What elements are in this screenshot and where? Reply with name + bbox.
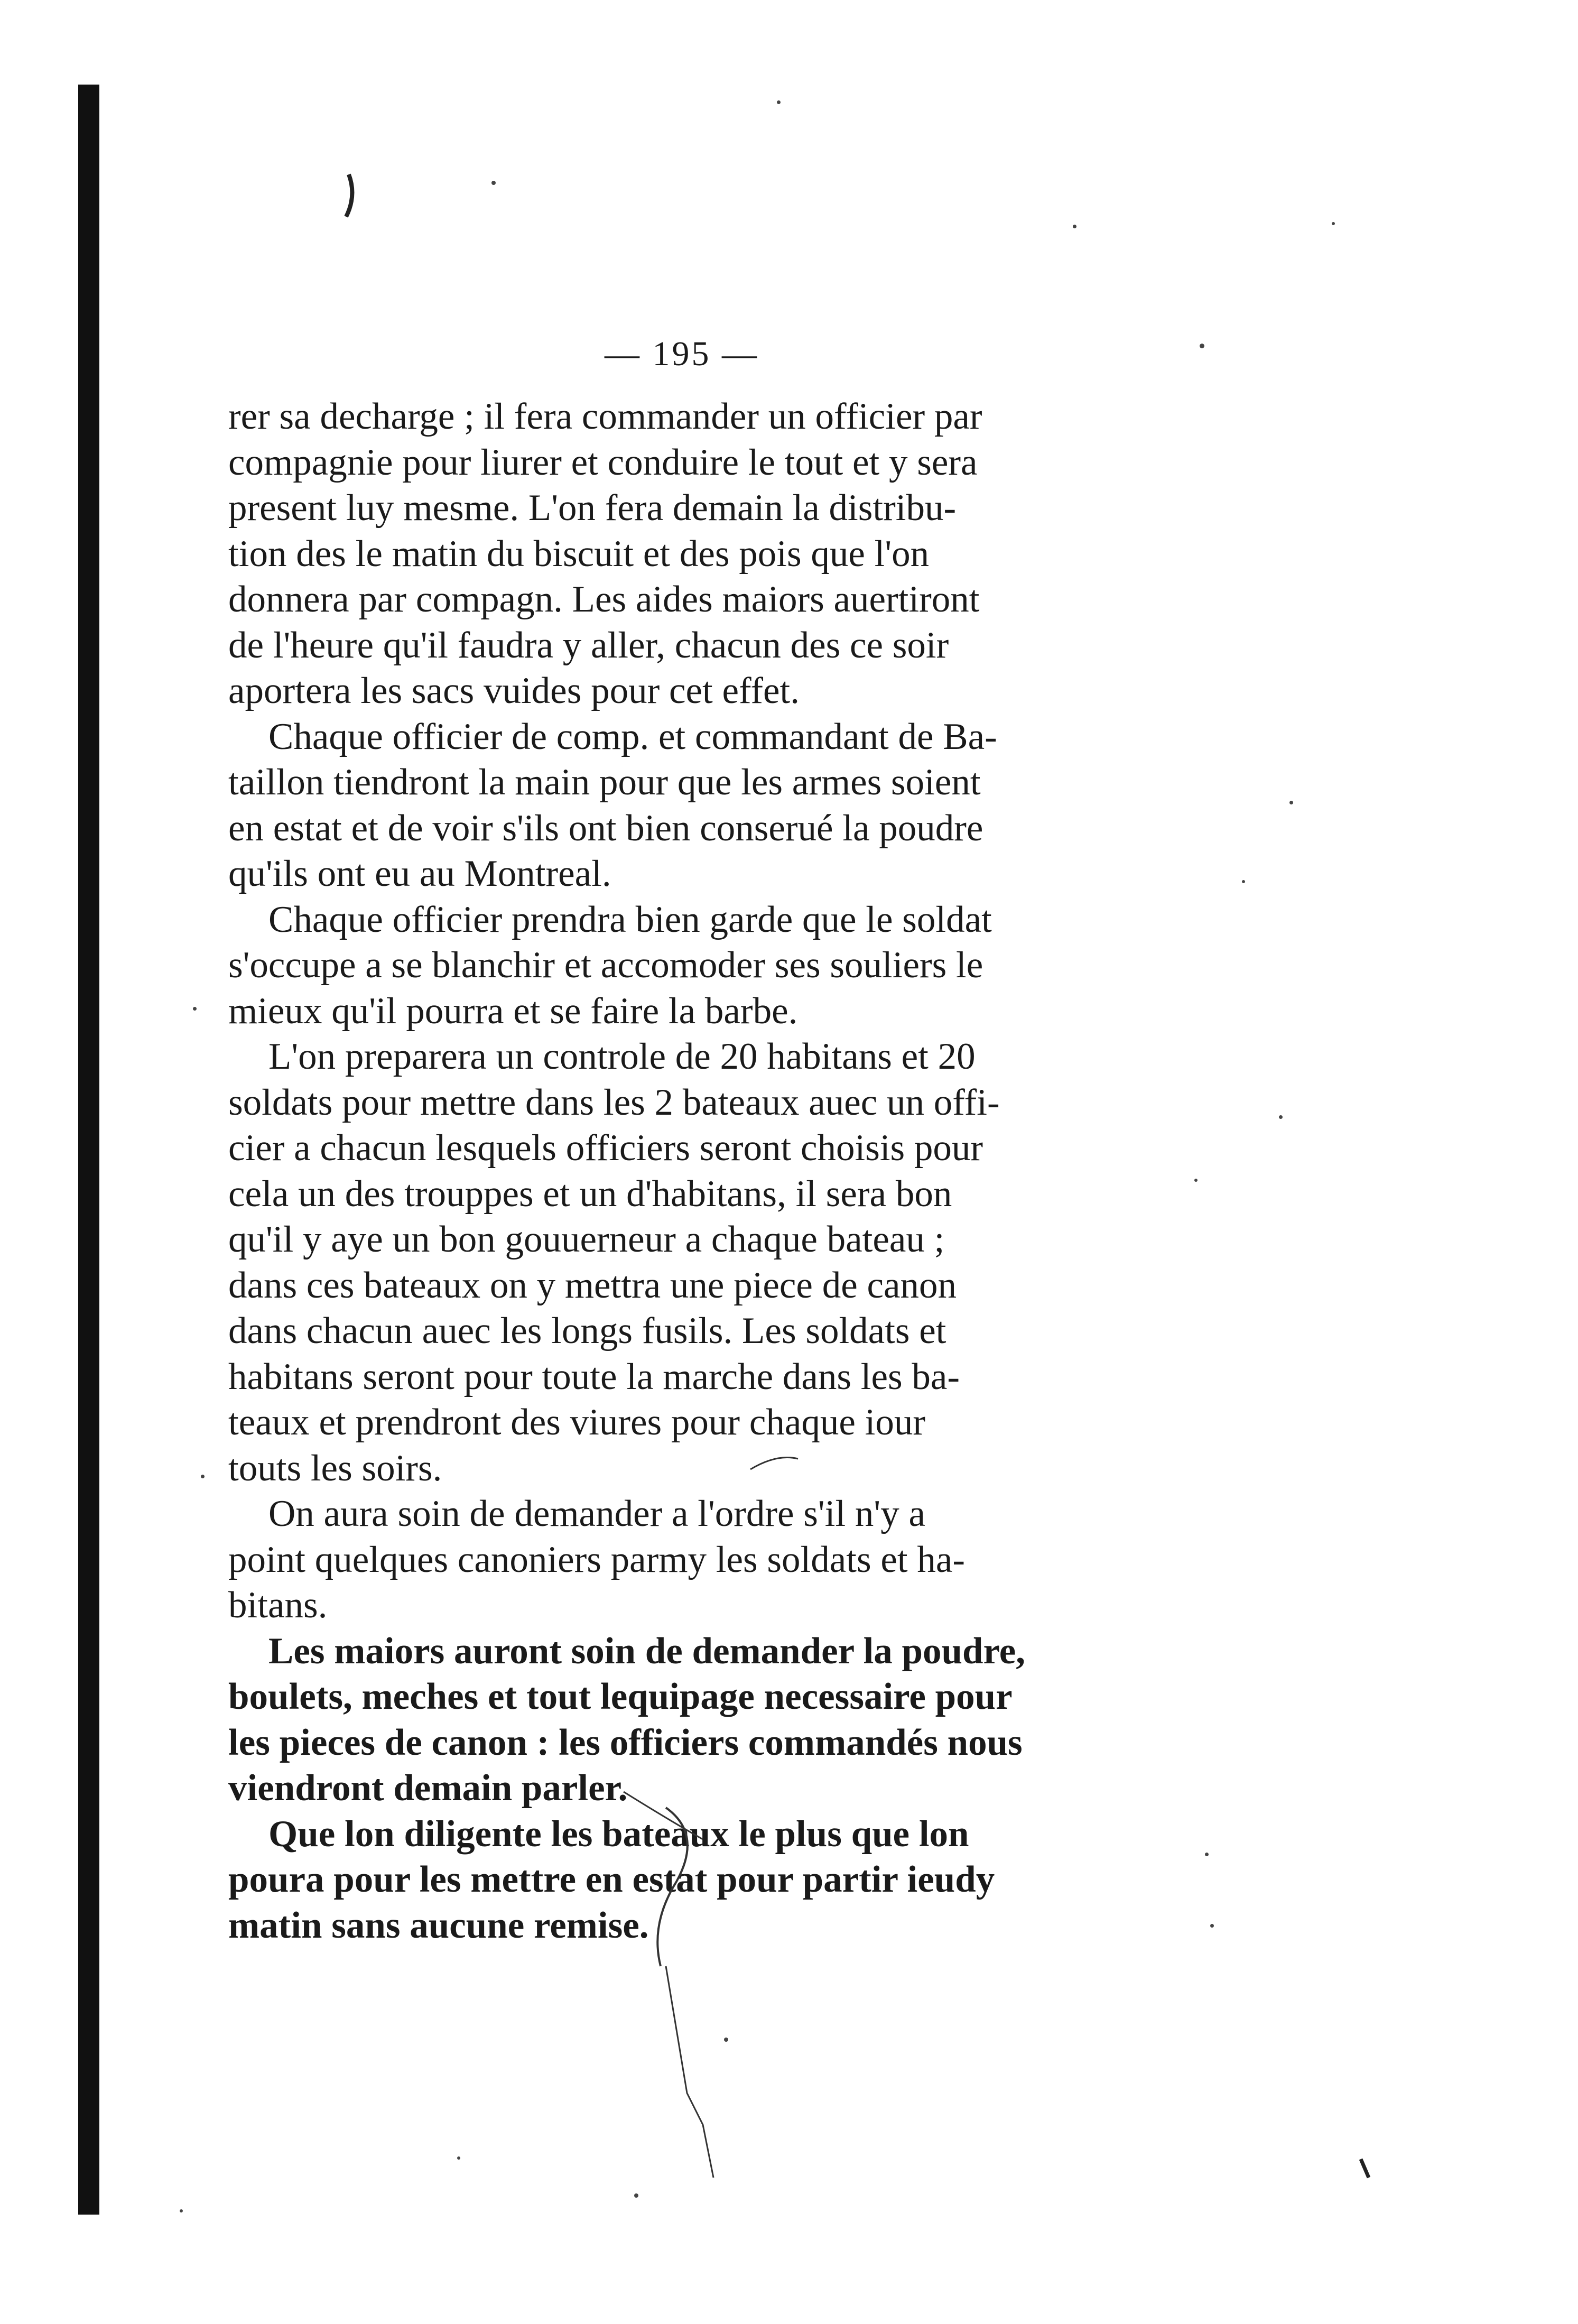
text-line: habitans seront pour toute la marche dans les ba- [228,1356,960,1397]
text-line: qu'il y aye un bon gouuerneur a chaque bateau ; [228,1219,945,1260]
ink-speck [1205,1853,1209,1856]
text-line: point quelques canoniers parmy les soldats et ha- [228,1539,965,1580]
text-line: poura pour les mettre en estat pour partir ieudy [228,1859,995,1900]
text-line: viendront demain parler. [228,1767,628,1809]
text-line: rer sa decharge ; il fera commander un officier par [228,396,982,437]
text-line: bitans. [228,1585,328,1626]
text-line: s'occupe a se blanchir et accomoder ses souliers le [228,945,983,986]
text-line: matin sans aucune remise. [228,1904,649,1946]
text-line: Chaque officier de comp. et commandant de Ba- [268,716,997,757]
text-line: touts les soirs. [228,1447,442,1489]
ink-speck [777,100,781,104]
text-line: en estat et de voir s'ils ont bien conserué la poudre [228,807,983,849]
ink-speck [634,2193,638,2198]
text-line: On aura soin de demander a l'ordre s'il n'y a [268,1493,925,1534]
text-line: compagnie pour liurer et conduire le tout et y sera [228,441,978,483]
ink-speck [1332,222,1335,225]
text-line: aportera les sacs vuides pour cet effet. [228,670,800,711]
text-line: donnera par compagn. Les aides maiors auertiront [228,579,980,620]
text-line: Chaque officier prendra bien garde que le soldat [268,899,992,940]
text-line: cela un des trouppes et un d'habitans, il sera bon [228,1173,952,1215]
text-line: Les maiors auront soin de demander la poudre, [268,1630,1025,1672]
text-line: present luy mesme. L'on fera demain la distribu- [228,487,957,529]
text-line: soldats pour mettre dans les 2 bateaux auec un offi- [228,1081,1000,1123]
ink-speck [1194,1179,1198,1182]
ink-speck [457,2156,460,2160]
ink-speck [193,1007,197,1011]
page-number: — 195 — [605,335,759,373]
ink-speck [1289,801,1293,804]
text-line: taillon tiendront la main pour que les armes soient [228,762,981,803]
text-line: dans chacun auec les longs fusils. Les soldats et [228,1310,946,1351]
text-line: boulets, meches et tout lequipage necessaire pour [228,1676,1013,1717]
text-line: teaux et prendront des viures pour chaque iour [228,1402,925,1443]
ink-speck [180,2209,183,2212]
text-line: de l'heure qu'il faudra y aller, chacun des ce soir [228,624,949,666]
text-line: Que lon diligente les bateaux le plus que lon [268,1813,969,1855]
text-line: tion des le matin du biscuit et des pois que l'on [228,533,930,575]
ink-speck [1242,880,1245,883]
text-line: les pieces de canon : les officiers commandés nous [228,1721,1023,1763]
ink-speck [1200,344,1204,348]
ink-speck [724,2038,728,2042]
text-line: L'on preparera un controle de 20 habitans et 20 [268,1036,976,1077]
text-line: mieux qu'il pourra et se faire la barbe. [228,990,798,1032]
ink-speck [1279,1115,1283,1119]
ink-speck [491,181,496,185]
ink-speck [1073,225,1076,228]
text-line: cier a chacun lesquels officiers seront choisis pour [228,1127,983,1169]
text-line: dans ces bateaux on y mettra une piece de canon [228,1264,957,1306]
ink-speck [1210,1924,1214,1928]
text-line: qu'ils ont eu au Montreal. [228,853,611,894]
ink-speck [201,1475,205,1478]
